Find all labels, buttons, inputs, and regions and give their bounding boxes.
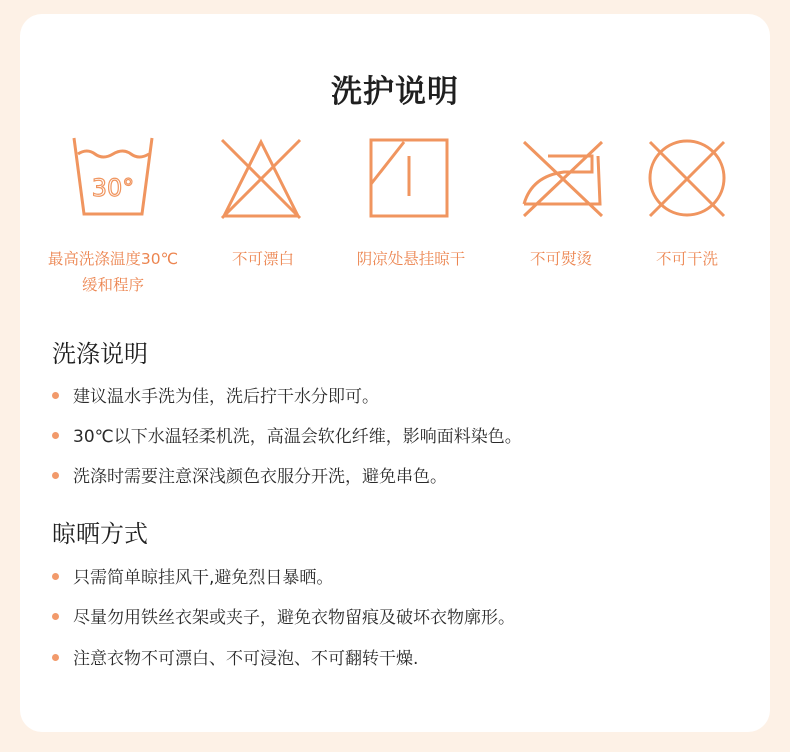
bullet-icon <box>52 654 59 661</box>
care-label-wash-line1: 最高洗涤温度30℃ <box>47 250 179 268</box>
bullet-icon <box>52 573 59 580</box>
list-item: 30℃以下水温轻柔机洗，高温会软化纤维，影响面料染色。 <box>52 425 522 449</box>
do-not-bleach-icon <box>218 134 304 224</box>
bullet-icon <box>52 613 59 620</box>
bullet-icon <box>52 472 59 479</box>
care-label-iron: 不可熨烫 <box>529 250 592 268</box>
care-label-bleach: 不可漂白 <box>231 250 294 268</box>
list-item: 注意衣物不可漂白、不可浸泡、不可翻转干燥. <box>52 647 418 671</box>
line-dry-in-shade-icon <box>366 134 452 224</box>
care-label-wash <box>28 246 198 298</box>
page-title: 洗护说明 <box>331 74 459 110</box>
care-label-dry: 阴凉处悬挂晾干 <box>356 250 466 268</box>
list-item: 建议温水手洗为佳，洗后拧干水分即可。 <box>52 385 379 409</box>
wash-temperature-text: 30° <box>91 174 135 202</box>
bullet-icon <box>52 392 59 399</box>
list-item: 只需简单晾挂风干,避免烈日暴晒。 <box>52 566 333 590</box>
drying-section-title: 晾晒方式 <box>52 520 148 548</box>
bullet-icon <box>52 432 59 439</box>
list-item: 洗涤时需要注意深浅颜色衣服分开洗，避免串色。 <box>52 465 447 489</box>
wash-30c-icon <box>70 134 156 224</box>
care-instructions-card <box>20 14 770 732</box>
washing-section-title: 洗涤说明 <box>52 340 148 368</box>
care-label-dry-clean: 不可干洗 <box>655 250 718 268</box>
list-item: 尽量勿用铁丝衣架或夹子，避免衣物留痕及破坏衣物廓形。 <box>52 606 515 630</box>
do-not-dry-clean-icon <box>644 134 730 224</box>
do-not-iron-icon <box>520 134 606 224</box>
care-label-wash-line2: 缓和程序 <box>81 276 144 294</box>
